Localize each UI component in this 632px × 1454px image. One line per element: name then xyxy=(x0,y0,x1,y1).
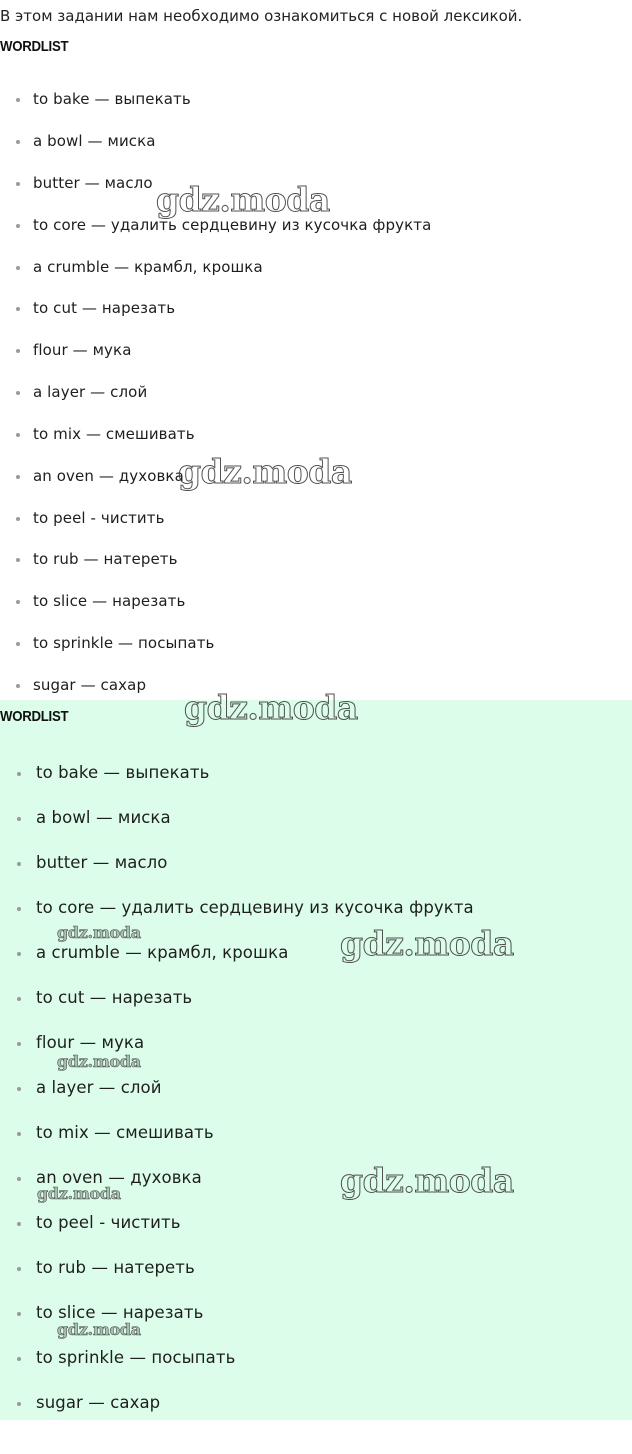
bullet-icon xyxy=(16,517,20,521)
bullet-icon xyxy=(16,266,20,270)
watermark-logo: gdz.moda xyxy=(57,1320,141,1339)
list-item-text: to peel - чистить xyxy=(33,509,165,527)
watermark-logo: gdz.moda xyxy=(57,923,141,942)
list-item-text: flour — мука xyxy=(33,341,132,359)
bullet-icon xyxy=(16,558,20,562)
bullet-icon xyxy=(17,952,21,956)
bullet-icon xyxy=(16,642,20,646)
list-item-text: a layer — слой xyxy=(33,383,148,401)
watermark-logo: gdz.moda xyxy=(156,180,330,219)
bullet-icon xyxy=(17,1177,21,1181)
bullet-icon xyxy=(17,772,21,776)
intro-text: В этом задании нам необходимо ознакомиться с новой лексикой. xyxy=(0,7,523,25)
list-item-text: a bowl — миска xyxy=(33,132,156,150)
section-title-2: WORDLIST xyxy=(0,708,69,725)
list-item-text: an oven — духовка xyxy=(36,1168,202,1187)
list-item-text: sugar — сахар xyxy=(36,1393,161,1412)
bullet-icon xyxy=(17,1087,21,1091)
section-title-1: WORDLIST xyxy=(0,38,69,55)
list-item-text: to slice — нарезать xyxy=(36,1303,204,1322)
bullet-icon xyxy=(16,140,20,144)
list-item-text: to cut — нарезать xyxy=(33,299,176,317)
bullet-icon xyxy=(16,600,20,604)
list-item-text: a crumble — крамбл, крошка xyxy=(36,943,289,962)
list-item-text: to sprinkle — посыпать xyxy=(33,634,215,652)
list-item-text: to bake — выпекать xyxy=(33,90,191,108)
bullet-icon xyxy=(17,1312,21,1316)
list-item-text: to slice — нарезать xyxy=(33,592,186,610)
bullet-icon xyxy=(16,684,20,688)
list-item-text: a layer — слой xyxy=(36,1078,162,1097)
list-item-text: to core — удалить сердцевину из кусочка фрукта xyxy=(36,898,474,917)
bullet-icon xyxy=(17,907,21,911)
bullet-icon xyxy=(16,349,20,353)
watermark-logo: gdz.moda xyxy=(178,452,352,491)
bullet-icon xyxy=(17,1132,21,1136)
watermark-logo: gdz.moda xyxy=(57,1052,141,1071)
list-item-text: sugar — сахар xyxy=(33,676,147,694)
list-item-text: butter — масло xyxy=(36,853,168,872)
bullet-icon xyxy=(17,1267,21,1271)
bullet-icon xyxy=(17,1357,21,1361)
bullet-icon xyxy=(17,1222,21,1226)
list-item-text: to peel - чистить xyxy=(36,1213,181,1232)
list-item-text: to mix — смешивать xyxy=(33,425,195,443)
bullet-icon xyxy=(16,391,20,395)
list-item-text: to rub — натереть xyxy=(36,1258,195,1277)
bullet-icon xyxy=(16,182,20,186)
bullet-icon xyxy=(17,862,21,866)
watermark-logo: gdz.moda xyxy=(37,1184,121,1203)
bullet-icon xyxy=(16,98,20,102)
bullet-icon xyxy=(16,433,20,437)
list-item-text: to bake — выпекать xyxy=(36,763,210,782)
bullet-icon xyxy=(16,224,20,228)
list-item-text: to rub — натереть xyxy=(33,550,178,568)
list-item-text: flour — мука xyxy=(36,1033,145,1052)
list-item-text: butter — масло xyxy=(33,174,153,192)
list-item-text: a crumble — крамбл, крошка xyxy=(33,258,263,276)
list-item-text: a bowl — миска xyxy=(36,808,171,827)
list-item-text: to sprinkle — посыпать xyxy=(36,1348,236,1367)
bullet-icon xyxy=(16,475,20,479)
list-item-text: to cut — нарезать xyxy=(36,988,193,1007)
bullet-icon xyxy=(17,997,21,1001)
bullet-icon xyxy=(17,817,21,821)
list-item-text: to mix — смешивать xyxy=(36,1123,214,1142)
bullet-icon xyxy=(17,1042,21,1046)
list-item-text: an oven — духовка xyxy=(33,467,184,485)
bullet-icon xyxy=(16,307,20,311)
list-item-text: to core — удалить сердцевину из кусочка фрукта xyxy=(33,216,432,234)
bullet-icon xyxy=(17,1402,21,1406)
